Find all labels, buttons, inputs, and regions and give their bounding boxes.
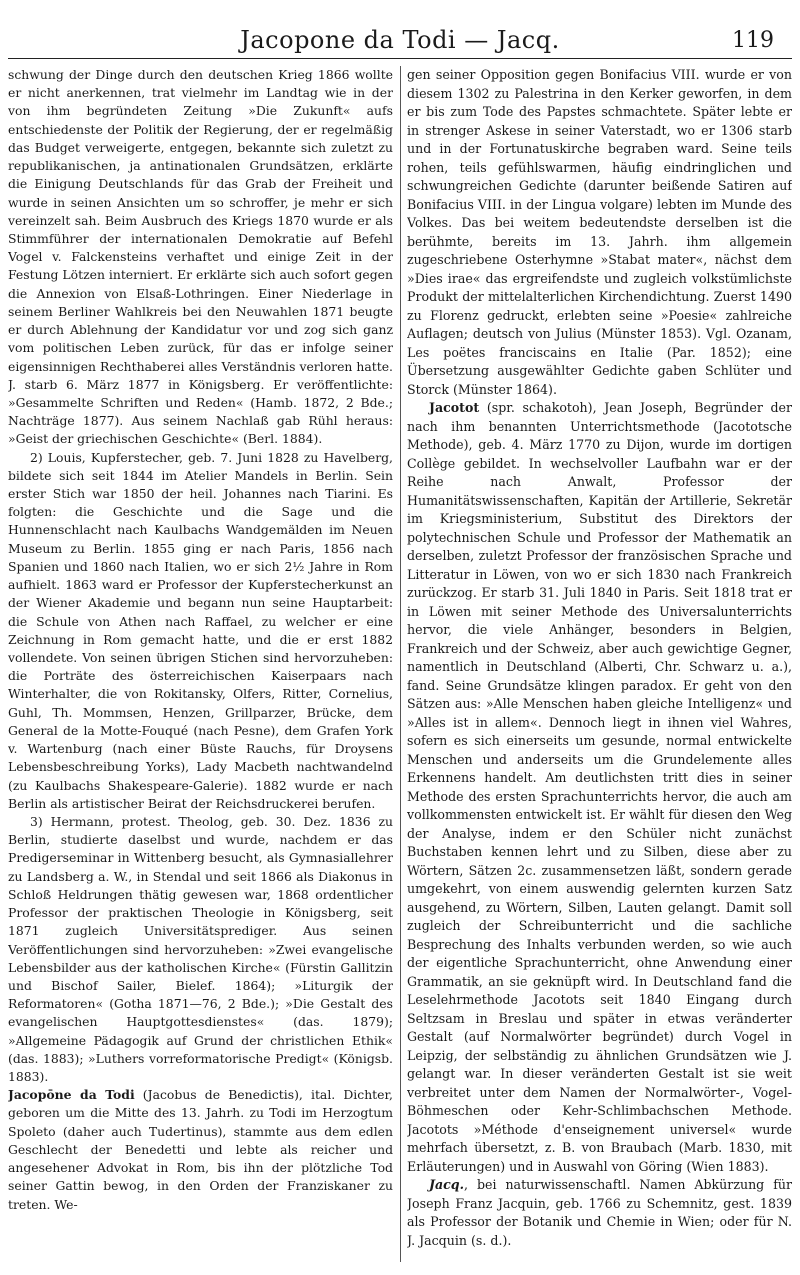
left-column bbox=[8, 66, 393, 1266]
lemma-jacotot: Jacotot bbox=[429, 400, 480, 415]
lemma-jacq: Jacq. bbox=[429, 1177, 464, 1192]
page-header bbox=[0, 20, 800, 60]
paragraph-jacoby-hermann: 3) Hermann, protest. Theolog, geb. 30. Dez. 1836 zu Berlin, studierte daselbst und wurde, nachdem er das Predigerseminar in Wittenberg besucht, als Gymnasiallehrer zu Landsberg a. W., in Stendal und seit 1866 als Diakonus in Schloß Heldrungen thätig gewesen war, 1868 ordentlicher Professor der praktischen Theologie in Königsberg, seit 1871 zugleich Universitätsprediger. Aus seinen Veröffentlichungen sind hervorzuheben: »Zwei evangelische Lebensbilder aus der katholischen Kirche« (Fürstin Gallitzin und Bischof Sailer, Bielef. 1864); »Liturgik der Reformatoren« (Gotha 1871—76, 2 Bde.); »Die Gestalt des evangelischen Hauptgottesdienstes« (das. 1879); »Allgemeine Pädagogik auf Grund der christlichen Ethik« (das. 1883); »Luthers vorreformatorische Predigt« (Königsb. 1883). bbox=[8, 813, 393, 1085]
paragraph-jacoby-louis: 2) Louis, Kupferstecher, geb. 7. Juni 1828 zu Havelberg, bildete sich seit 1844 im Atelier Mandels in Berlin. Sein erster Stich war 1850 der heil. Johannes nach Tiarini. Es folgten: die Geschichte und die Sage und die Hunnenschlacht nach Kaulbachs Wandgemälden im Neuen Museum zu Berlin. 1855 ging er nach Paris, 1856 nach Spanien und 1860 nach Italien, wo er sich 2½ Jahre in Rom aufhielt. 1863 ward er Professor der Kupferstecherkunst an der Wiener Akademie und begann nun seine Hauptarbeit: die Schule von Athen nach Raffael, zu welcher er eine Zeichnung in Rom gemacht hatte, und die er erst 1882 vollendete. Von seinen übrigen Stichen sind hervorzuheben: die Porträte des österreichischen Kaiserpaars nach Winterhalter, die von Rokitansky, Olfers, Ritter, Cornelius, Guhl, Th. Mommsen, Henzen, Grillparzer, Brücke, dem General de la Motte-Fouqué (nach Pesne), dem Grafen York v. Wartenburg (nach einer Büste Rauchs, für Droysens Lebensbeschreibung Yorks), Lady Macbeth nachtwandelnd (zu Kaulbachs Shakespeare-Galerie). 1882 wurde er nach Berlin als artistischer Beirat der Reichsdruckerei berufen. bbox=[8, 449, 393, 811]
paragraph-jacoby-continued: schwung der Dinge durch den deutschen Krieg 1866 wollte er nicht anerkennen, trat vielmehr im Landtag wie in der von ihm begründeten Zeitung »Die Zukunft« aufs entschiedenste der Politik der Regierung, der er regelmäßig das Budget verweigerte, entgegen, bekannte sich zuletzt zu republikanischen, ja antinationalen Grundsätzen, erklärte die Einigung Deutschlands für das Grab der Freiheit und wurde in seinen Ansichten um so schroffer, je mehr er sich vereinzelt sah. Beim Ausbruch des Kriegs 1870 wurde er als Stimmführer der internationalen Demokratie auf Befehl Vogel v. Falckensteins verhaftet und einige Zeit in der Festung Lötzen interniert. Er erklärte sich auch sofort gegen die Annexion von Elsaß-Lothringen. Einer Niederlage in seinem Berliner Wahlkreis bei den Neuwahlen 1871 beugte er durch Ablehnung der Kandidatur vor und zog sich ganz vom politischen Leben zurück, für das er infolge seiner eigensinnigen Rechthaberei alles Verständnis verloren hatte. J. starb 6. März 1877 in Königsberg. Er veröffentlichte: »Gesammelte Schriften und Reden« (Hamb. 1872, 2 Bde.; Nachträge 1877). Aus seinem Nachlaß gab Rühl heraus: »Geist der griechischen Geschichte« (Berl. 1884). bbox=[8, 67, 393, 447]
paragraph-jacopone-text: (Jacobus de Benedictis), ital. Dichter, geboren um die Mitte des 13. Jahrh. zu Todi im Herzogtum Spoleto (daher auch Tudertinus), stammte aus dem edlen Geschlecht der Benedetti und lebte als reicher und angesehener Advokat in Rom, bis ihn der plötzliche Tod seiner Gattin bewog, in den Orden der Franziskaner zu treten. We- bbox=[8, 1087, 393, 1212]
header-rule bbox=[8, 58, 792, 59]
paragraph-jacopone-continued: gen seiner Opposition gegen Bonifacius VIII. wurde er von diesem 1302 zu Palestrina in den Kerker geworfen, in dem er bis zum Tode des Papstes schmachtete. Später lebte er in strenger Askese in seiner Vaterstadt, wo er 1306 starb und in der Fortunatuskirche begraben ward. Seine teils rohen, teils gefühlswarmen, häufig eindringlichen und schwungreichen Gedichte (darunter beißende Satiren auf Bonifacius VIII. in der Lingua volgare) lebten im Munde des Volkes. Das bei weitem bedeutendste derselben ist die berühmte, bereits im 13. Jahrh. ihm allgemein zugeschriebene Osterhymne »Stabat mater«, nächst dem »Dies irae« das ergreifendste und zugleich volkstümlichste Produkt der mittelalterlichen Kirchendichtung. Zuerst 1490 zu Florenz gedruckt, erlebten seine »Poesie« zahlreiche Auflagen; deutsch von Julius (Münster 1853). Vgl. Ozanam, Les poëtes franciscains en Italie (Par. 1852); eine Übersetzung ausgewählter Gedichte gaben Schlüter und Storck (Münster 1864). bbox=[407, 67, 792, 397]
two-column-body bbox=[8, 66, 792, 1266]
paragraph-jacotot bbox=[407, 399, 792, 1176]
paragraph-jacopone bbox=[8, 1086, 393, 1214]
right-column bbox=[407, 66, 792, 1266]
paragraph-jacq-text: , bei naturwissenschaftl. Namen Abkürzung für Joseph Franz Jacquin, geb. 1766 zu Schemnitz, gest. 1839 als Professor der Botanik und Chemie in Wien; oder für N. J. Jacquin (s. d.). bbox=[407, 1177, 792, 1248]
lemma-jacopone: Jacopōne da Todi bbox=[8, 1087, 135, 1103]
paragraph-jacotot-text: (spr. schakotoh), Jean Joseph, Begründer der nach ihm benannten Unterrichtsmethode (Jacototsche Methode), geb. 4. März 1770 zu Dijon, wurde im dortigen Collège gebildet. In wechselvoller Laufbahn war er der Reihe nach Anwalt, Professor der Humanitätswissenschaften, Kapitän der Artillerie, Sekretär im Kriegsministerium, Substitut des Direktors der polytechnischen Schule und Professor der Mathematik an derselben, zuletzt Professor der französischen Sprache und Litteratur in Löwen, von wo er sich 1830 nach Frankreich zurückzog. Er starb 31. Juli 1840 in Paris. Seit 1818 trat er in Löwen mit seiner Methode des Universalunterrichts hervor, die viele Anhänger, besonders in Belgien, Frankreich und der Schweiz, aber auch gewichtige Gegner, namentlich in Deutschland (Alberti, Chr. Schwarz u. a.), fand. Seine Grundsätze klingen paradox. Er geht von den Sätzen aus: »Alle Menschen haben gleiche Intelligenz« und »Alles ist in allem«. Dennoch liegt in ihnen viel Wahres, sofern es sich einerseits um gesunde, normal entwickelte Menschen und anderseits um die Grundelemente alles Erkennens handelt. Am deutlichsten tritt dies in seiner Methode des ersten Sprachunterrichts hervor, die auch am vollkommensten entwickelt ist. Er wählt für diesen den Weg der Analyse, indem er den Schüler nicht zunächst Buchstaben kennen lehrt und zu Silben, diese aber zu Wörtern, Sätzen 2c. zusammensetzen läßt, sondern gerade umgekehrt, von einem auswendig gelernten kurzen Satz ausgehend, zu Wörtern, Silben, Lauten gelangt. Damit soll zugleich der Schreibunterricht und die sachliche Besprechung des Inhalts verbunden werden, so wie auch der eigentliche Sprachunterricht, ohne Anwendung einer Grammatik, an sie geknüpft wird. In Deutschland fand die Leselehrmethode Jacotots seit 1840 Eingang durch Seltzsam in Breslau und später in etwas veränderter Gestalt (auf Normalwörter begründet) durch Vogel in Leipzig, der selbständig zu ähnlichen Grundsätzen wie J. gelangt war. In dieser veränderten Gestalt ist sie weit verbreitet unter dem Namen der Normalwörter-, Vogel-Böhmeschen oder Kehr-Schlimbachschen Methode. Jacotots »Méthode d'enseignement universel« wurde mehrfach übersetzt, z. B. von Braubach (Marb. 1830, mit Erläuterungen) und in Auswahl von Göring (Wien 1883). bbox=[407, 400, 792, 1174]
paragraph-jacq bbox=[407, 1176, 792, 1250]
running-title: Jacopone da Todi — Jacq. bbox=[240, 26, 560, 54]
page-number: 119 bbox=[732, 28, 774, 53]
column-divider bbox=[400, 66, 401, 1262]
